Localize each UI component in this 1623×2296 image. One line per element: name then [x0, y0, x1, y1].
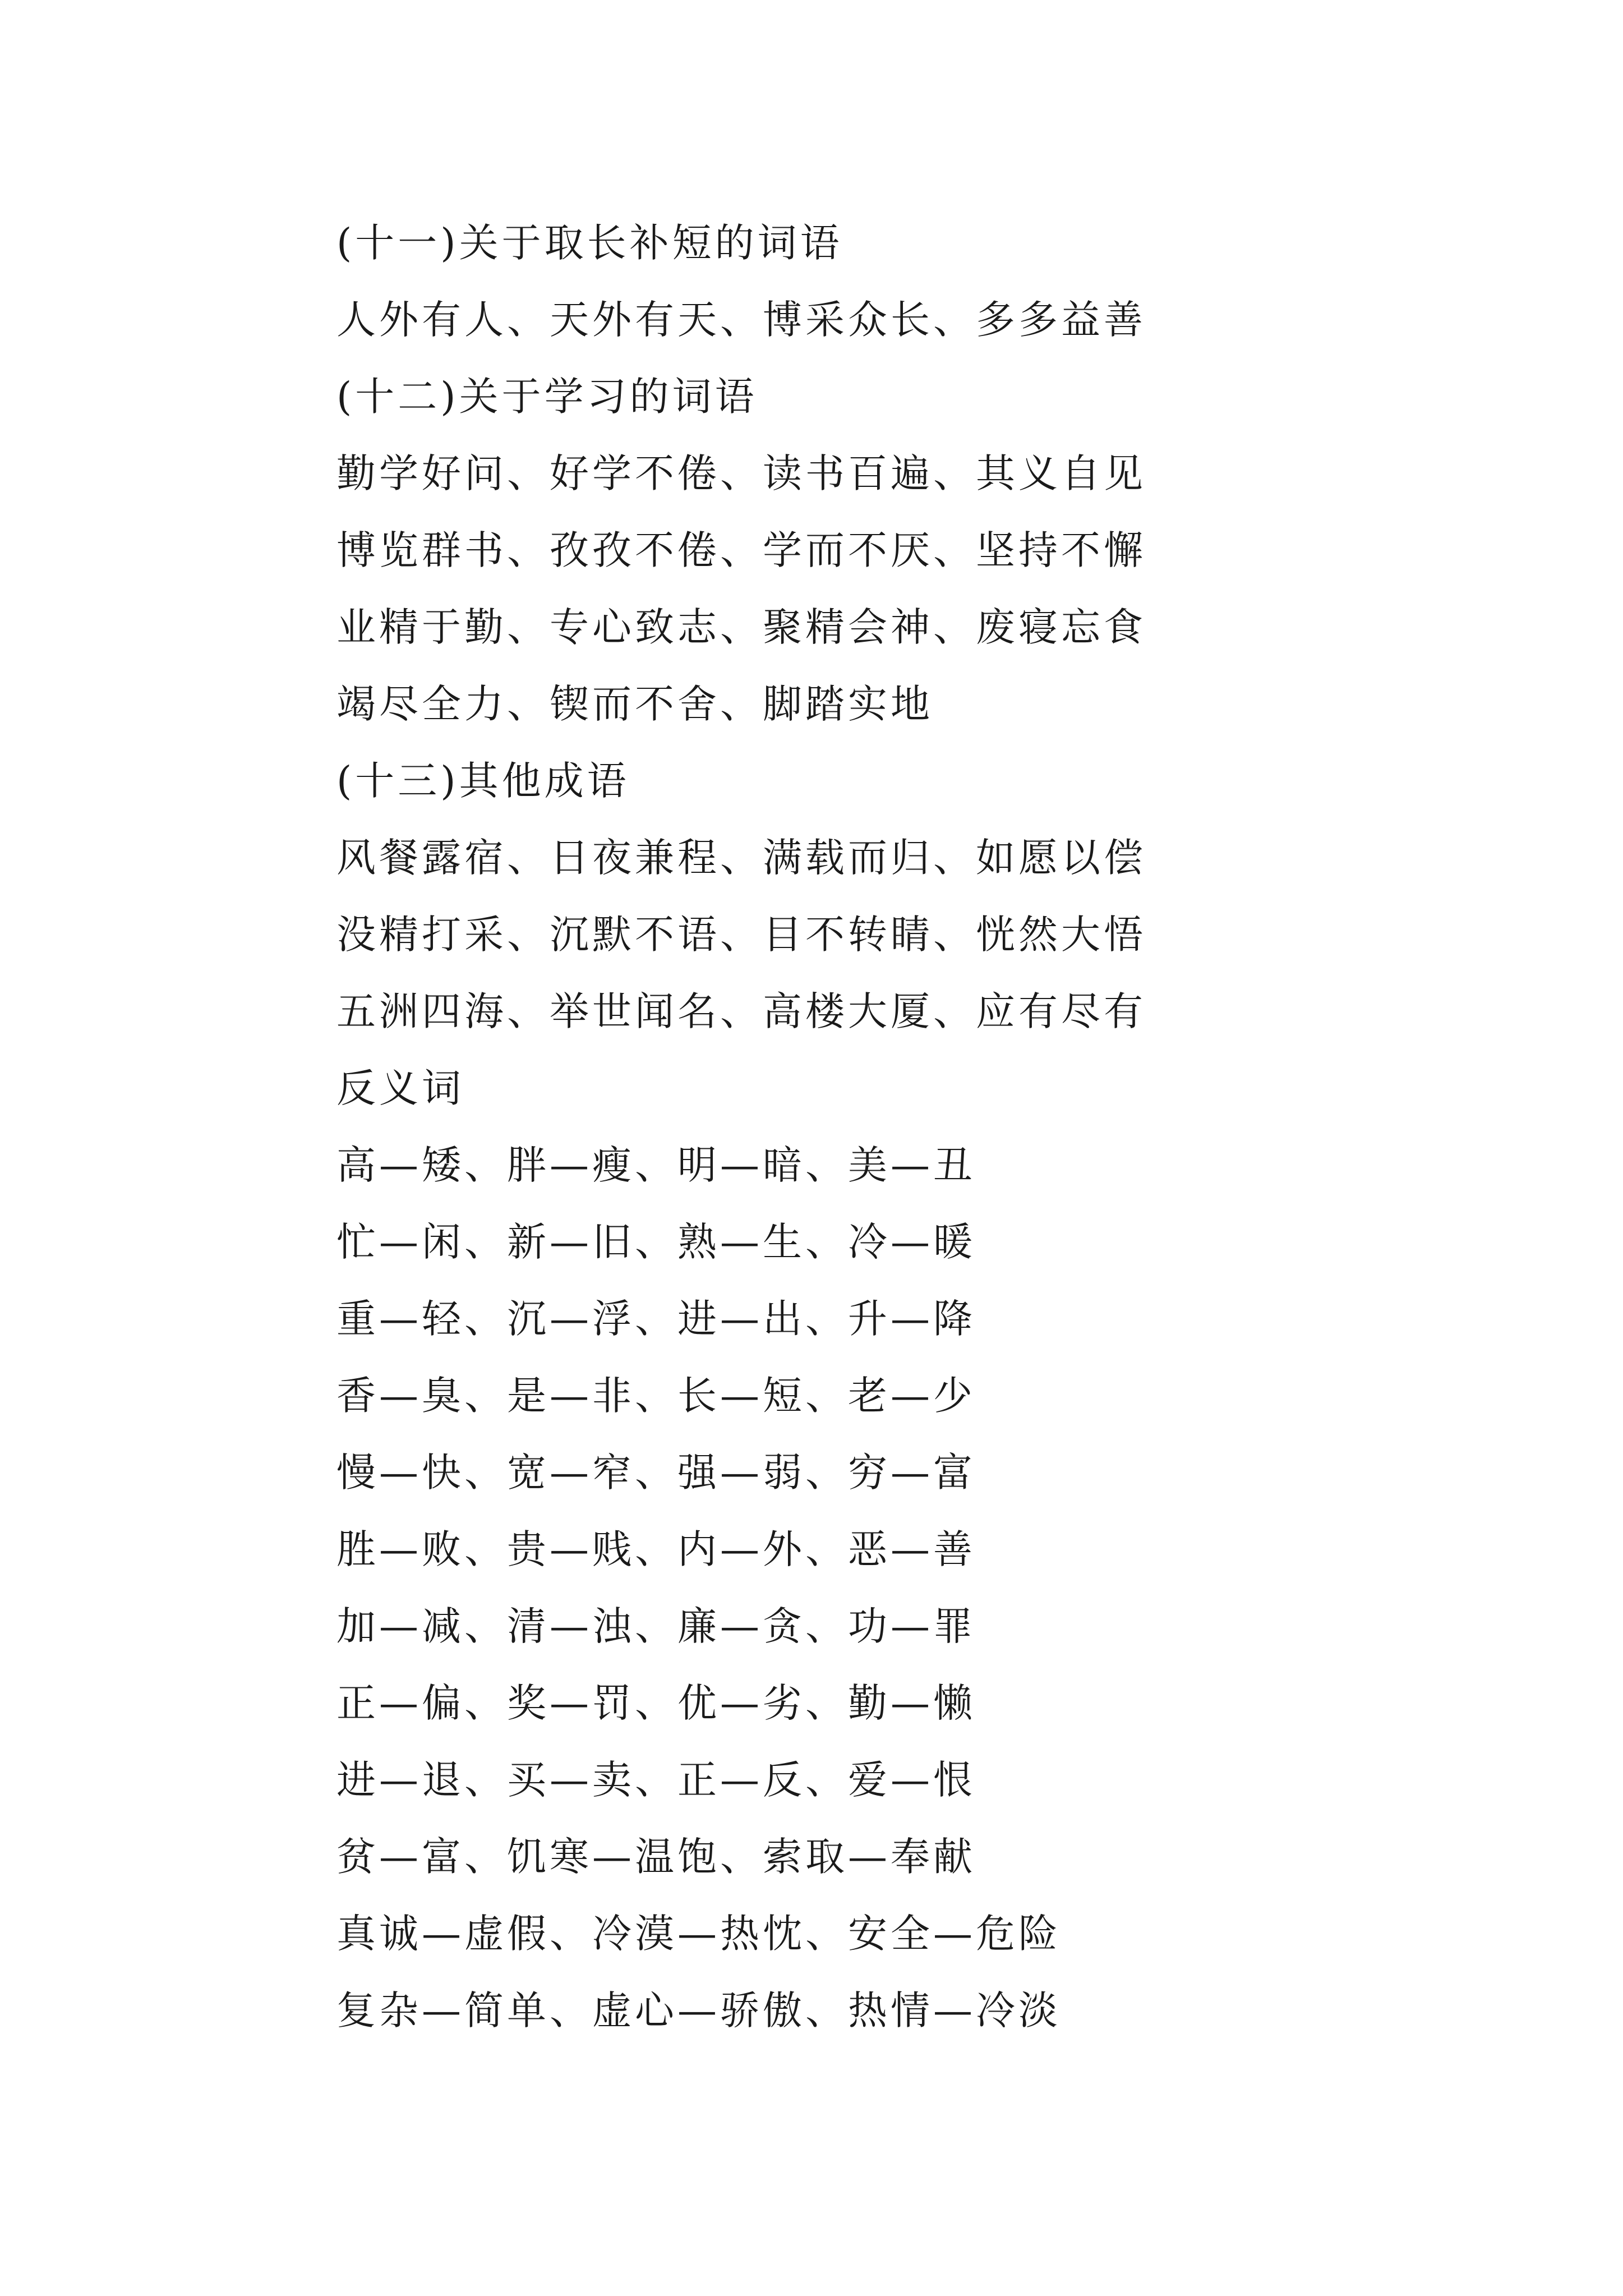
text-line: 五洲四海、举世闻名、高楼大厦、应有尽有 — [336, 988, 1146, 1034]
section-heading: (十二)关于学习的词语 — [336, 374, 758, 420]
text-line: 业精于勤、专心致志、聚精会神、废寝忘食 — [336, 604, 1146, 650]
document-body — [336, 205, 1178, 2049]
antonym-line: 香—臭、是—非、长—短、老—少 — [336, 1373, 976, 1419]
text-line: 风餐露宿、日夜兼程、满载而归、如愿以偿 — [336, 835, 1146, 881]
text-line: 人外有人、天外有天、博采众长、多多益善 — [336, 297, 1146, 343]
antonym-line: 慢—快、宽—窄、强—弱、穷—富 — [336, 1450, 976, 1496]
antonym-line: 高—矮、胖—瘦、明—暗、美—丑 — [336, 1142, 976, 1188]
antonym-line: 加—减、清—浊、廉—贪、功—罪 — [336, 1603, 976, 1649]
section-heading: (十三)其他成语 — [336, 758, 630, 804]
section-heading: (十一)关于取长补短的词语 — [336, 220, 843, 266]
text-line: 没精打采、沉默不语、目不转睛、恍然大悟 — [336, 912, 1146, 958]
text-line: 竭尽全力、锲而不舍、脚踏实地 — [336, 681, 933, 727]
antonym-line: 复杂—简单、虚心—骄傲、热情—冷淡 — [336, 1987, 1061, 2033]
antonym-line: 正—偏、奖—罚、优—劣、勤—懒 — [336, 1680, 976, 1726]
text-line: 勤学好问、好学不倦、读书百遍、其义自见 — [336, 450, 1146, 496]
antonym-line: 进—退、买—卖、正—反、爱—恨 — [336, 1757, 976, 1803]
antonym-line: 忙—闲、新—旧、熟—生、冷—暖 — [336, 1219, 976, 1265]
antonym-line: 真诚—虚假、冷漠—热忱、安全—危险 — [336, 1911, 1061, 1957]
antonym-line: 胜—败、贵—贱、内—外、恶—善 — [336, 1526, 976, 1572]
section-heading: 反义词 — [336, 1065, 464, 1111]
antonym-line: 贫—富、饥寒—温饱、索取—奉献 — [336, 1834, 976, 1880]
text-line: 博览群书、孜孜不倦、学而不厌、坚持不懈 — [336, 527, 1146, 573]
antonym-line: 重—轻、沉—浮、进—出、升—降 — [336, 1296, 976, 1342]
